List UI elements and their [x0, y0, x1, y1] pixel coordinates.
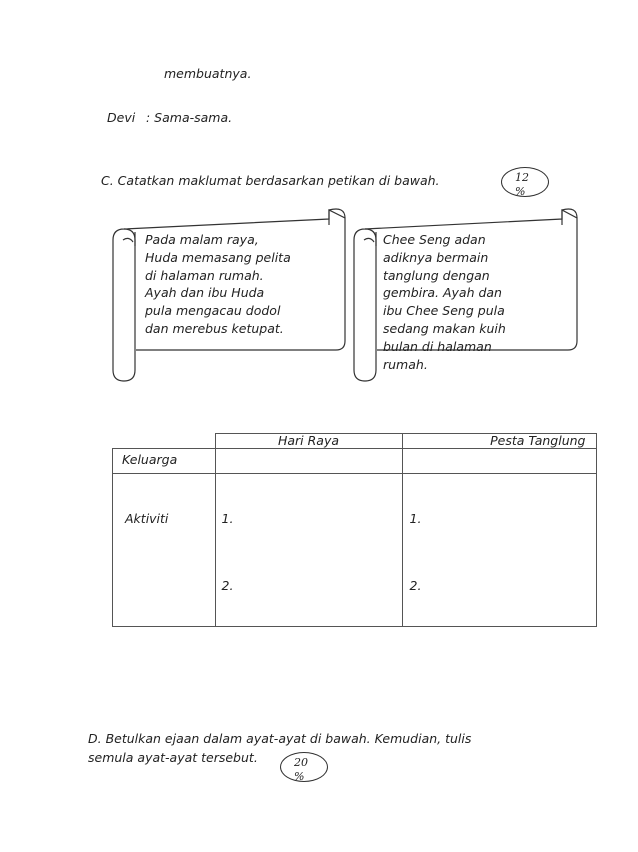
- dialog-line-membuatnya: membuatnya.: [164, 66, 252, 81]
- scroll-right-line: bulan di halaman: [383, 338, 492, 354]
- scroll-right-line: sedang makan kuih: [383, 320, 506, 336]
- row-label-keluarga: Keluarga: [113, 449, 216, 474]
- marks-badge-c-symbol: %: [515, 185, 526, 198]
- table-row-aktiviti: [113, 474, 597, 627]
- scroll-right-line: Chee Seng adan: [383, 232, 486, 247]
- marks-badge-d-symbol: %: [294, 770, 305, 783]
- item-2-hari-raya: 2.: [221, 578, 234, 593]
- scroll-right-line: tanglung dengan: [383, 267, 490, 283]
- item-2-pesta: 2.: [409, 578, 422, 593]
- marks-badge-d: [280, 752, 328, 782]
- scroll-right-line: gembira. Ayah dan: [383, 285, 502, 301]
- header-hari-raya-label: Hari Raya: [277, 433, 340, 448]
- dialog-reply: : Sama-sama.: [146, 110, 233, 125]
- dialog-speaker: Devi: [107, 110, 136, 125]
- scroll-left-line: di halaman rumah.: [145, 267, 264, 283]
- cell-aktiviti-hari-raya[interactable]: [215, 474, 402, 627]
- header-pesta-tanglung-label: Pesta Tanglung: [490, 433, 586, 448]
- table-corner-cell: [113, 434, 216, 449]
- scroll-left-line: Huda memasang pelita: [145, 249, 291, 265]
- scroll-left-line: Ayah dan ibu Huda: [145, 285, 265, 301]
- activity-table: [112, 433, 597, 627]
- scroll-left-text: [145, 231, 291, 338]
- scroll-left-line: Pada malam raya,: [145, 232, 259, 247]
- marks-badge-c-number: 12: [515, 171, 529, 184]
- cell-keluarga-pesta[interactable]: [402, 449, 596, 474]
- section-c-instruction: C. Catatkan maklumat berdasarkan petikan di bawah.: [101, 173, 440, 188]
- scroll-left-line: pula mengacau dodol: [145, 303, 281, 319]
- scroll-left-line: dan merebus ketupat.: [145, 320, 284, 336]
- item-1-pesta: 1.: [409, 511, 422, 526]
- scroll-right-line: rumah.: [383, 356, 428, 372]
- row-label-aktiviti: Aktiviti: [125, 511, 169, 526]
- scroll-right-text: [383, 231, 506, 373]
- section-d-instruction-line2: semula ayat-ayat tersebut.: [88, 750, 258, 765]
- cell-aktiviti-pesta[interactable]: [402, 474, 596, 627]
- scroll-right-line: ibu Chee Seng pula: [383, 303, 505, 319]
- header-pesta-tanglung: [402, 434, 596, 449]
- item-1-hari-raya: 1.: [221, 511, 234, 526]
- header-hari-raya: [215, 434, 402, 449]
- section-d-instruction-line1: D. Betulkan ejaan dalam ayat-ayat di bawah. Kemudian, tulis: [88, 731, 472, 746]
- cell-keluarga-hari-raya[interactable]: [215, 449, 402, 474]
- table-row-keluarga: [113, 449, 597, 474]
- marks-badge-d-number: 20: [294, 756, 308, 769]
- table-header-row: [113, 434, 597, 449]
- scroll-right-line: adiknya bermain: [383, 249, 489, 265]
- row-label-aktiviti-cell: [113, 474, 216, 627]
